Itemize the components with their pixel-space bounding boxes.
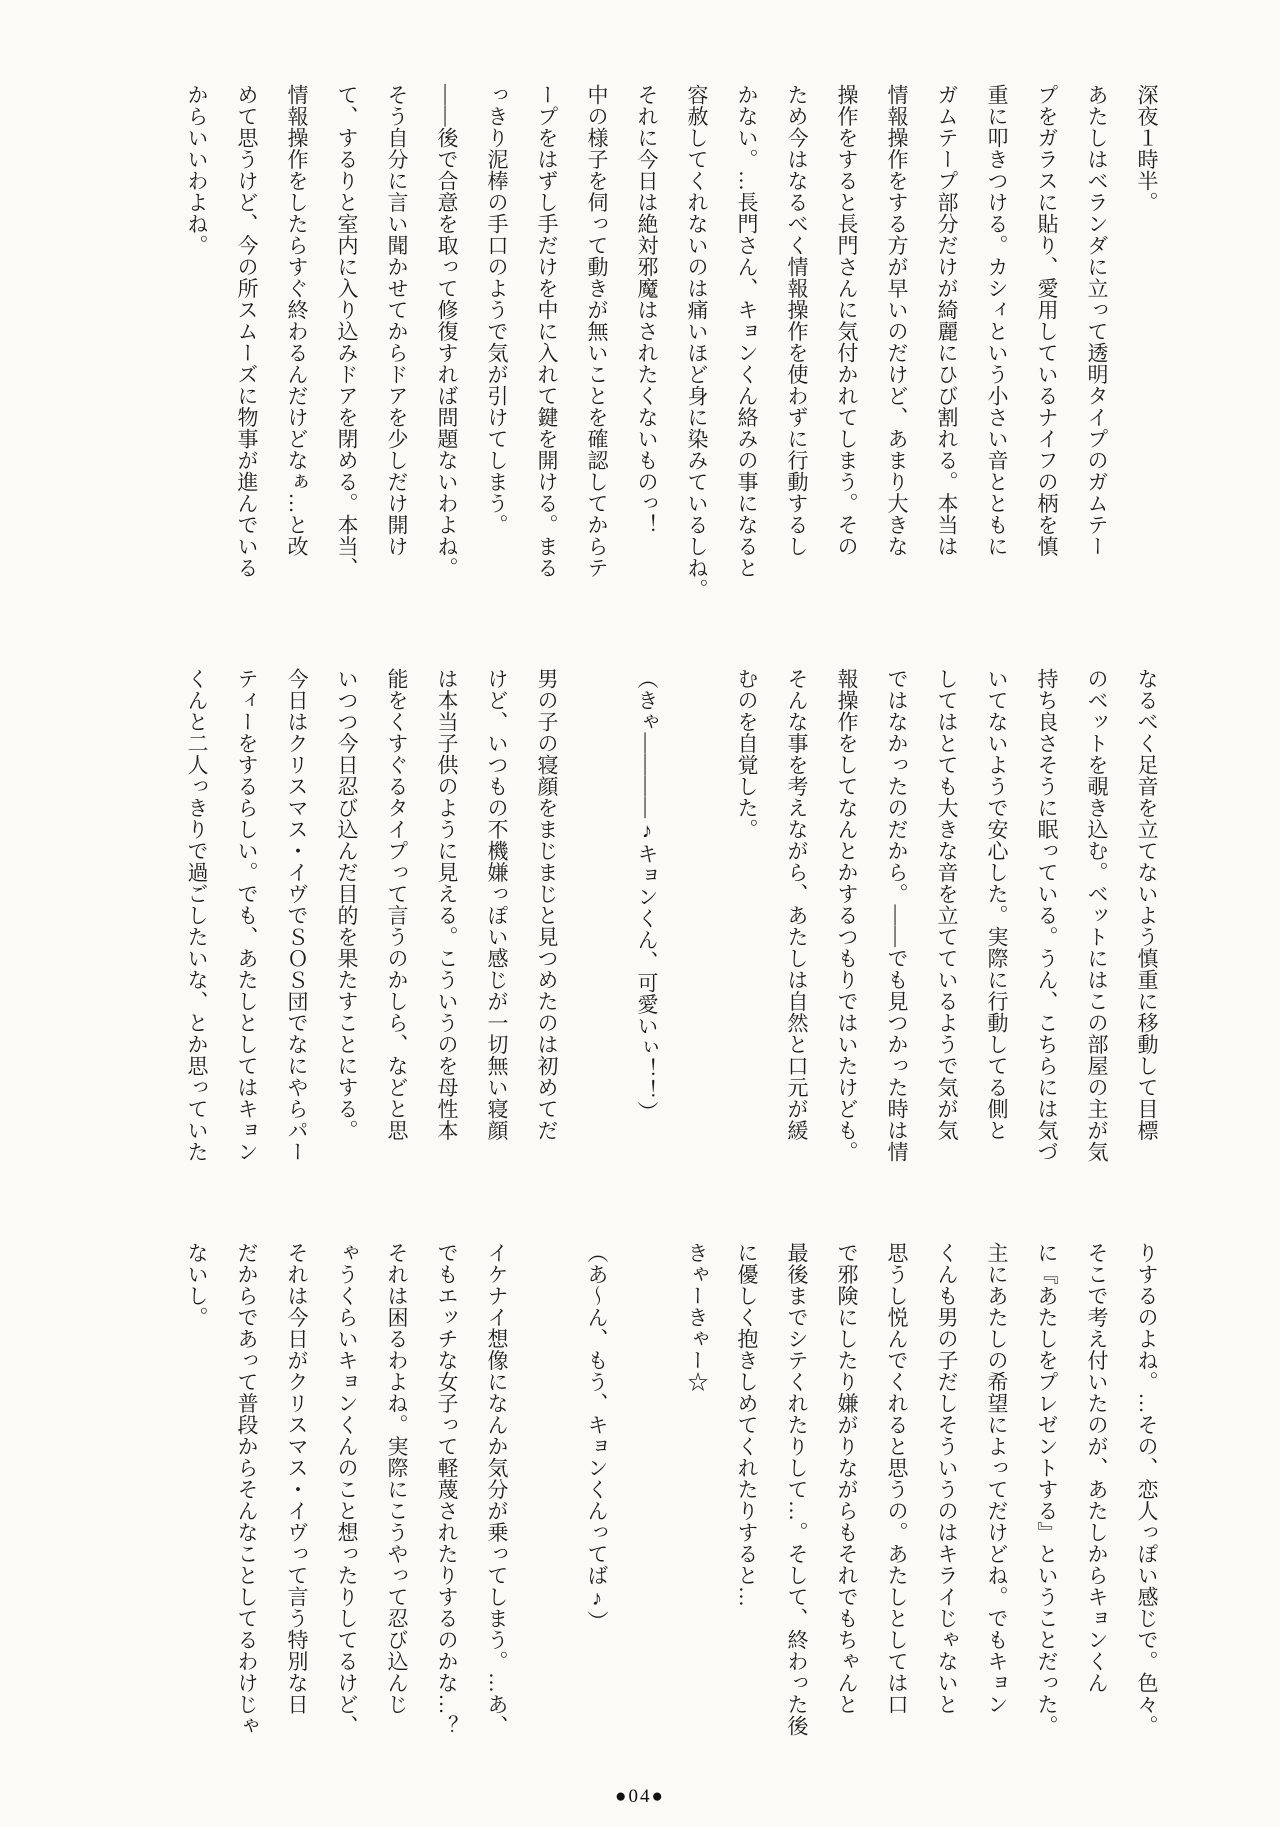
text-line: それは困るわよね。実際にこうやって忍び込んじ [385,1242,409,1715]
text-line: いてないようで安心した。実際に行動してる側と [985,668,1009,1141]
text-line [522,1242,572,1777]
text-line: でもエッチな女子って軽蔑されたりするのかな…？ [435,1242,459,1737]
text-line: そう自分に言い聞かせてからドアを少しだけ開け [385,84,409,557]
text-line: 今日はクリスマス・イヴでＳＯＳ団でなにやらパー [285,668,309,1163]
text-line: ープをはずし手だけを中に入れて鍵を開ける。まる [535,84,559,579]
text-line: ゃうくらいキョンくんのこと想ったりしてるけど、 [335,1242,359,1737]
text-line: 思うし悦んでくれると思うの。あたしとしては口 [885,1242,909,1715]
text-line: りするのよね。…その、恋人っぽい感じで。色々。 [1135,1242,1159,1737]
text-line: それに今日は絶対邪魔はされたくないものっ！ [635,84,659,536]
text-line: プをガラスに貼り、愛用しているナイフの柄を慎 [1035,84,1059,557]
text-line: に優しく抱きしめてくれたりすると… [735,1242,759,1608]
text-line: 主にあたしの希望によってだけどね。でもキョン [985,1242,1009,1715]
text-line: 最後までシテくれたりして…。そして、終わった後 [785,1242,809,1737]
text-line: してはとても大きな音を立てているようで気が気 [935,668,959,1141]
text-line: からいいわよね。 [185,84,209,256]
text-line: （あ〜ん、もう、キョンくんってば♪） [585,1242,609,1632]
text-line: 男の子の寝顔をまじまじと見つめたのは初めてだ [535,668,559,1141]
text-line: 能をくすぐるタイプって言うのかしら、などと思 [385,668,409,1141]
text-line: いつつ今日忍び込んだ目的を果たすことにする。 [335,668,359,1141]
text-line: ティーをするらしい。でも、あたしとしてはキョン [235,668,259,1163]
text-line: なるべく足音を立てないよう慎重に移動して目標 [1135,668,1159,1141]
paragraph-block-3 [172,1242,1172,1777]
text-line: かない。…長門さん、キョンくん絡みの事になると [735,84,759,579]
text-line: 報操作をしてなんとかするつもりではいたけども。 [835,668,859,1163]
text-line: 深夜１時半。 [1135,84,1159,213]
text-line: めて思うけど、今の所スムーズに物事が進んでいる [235,84,259,579]
text-line: ないし。 [185,1242,209,1328]
text-line: そこで考え付いたのが、あたしからキョンくん [1085,1242,1109,1694]
text-line: 容赦してくれないのは痛いほど身に染みているしね。 [685,84,709,600]
text-line: 重に叩きつける。カシィという小さい音とともに [985,84,1009,557]
text-line: 情報操作をしたらすぐ終わるんだけどなぁ…と改 [285,84,309,557]
text-line: 中の様子を伺って動きが無いことを確認してからテ [585,84,609,579]
text-line: 情報操作をする方が早いのだけど、あまり大きな [885,84,909,557]
text-line: て、するりと室内に入り込みドアを閉める。本当、 [335,84,359,579]
text-line: きゃーきゃー☆ [685,1242,709,1393]
text-line: ――後で合意を取って修復すれば問題ないわよね。 [435,84,459,579]
text-line [622,1242,672,1777]
text-line: くんと二人っきりで過ごしたいな、とか思っていた [185,668,209,1163]
text-line: あたしはベランダに立って透明タイプのガムテー [1085,84,1109,557]
text-line: だからであって普段からそんなことしてるわけじゃ [235,1242,259,1737]
text-line: くんも男の子だしそういうのはキライじゃないと [935,1242,959,1715]
text-line: は本当子供のように見える。こういうのを母性本 [435,668,459,1141]
text-line: そんな事を考えながら、あたしは自然と口元が緩 [785,668,809,1141]
text-line [672,668,722,1183]
text-line: ガムテープ部分だけが綺麗にひび割れる。本当は [935,84,959,557]
text-line: で邪険にしたり嫌がりながらもそれでもちゃんと [835,1242,859,1715]
text-line: （きゃ――――♪キョンくん、可愛いぃ！！） [635,668,659,1123]
text-line: っきり泥棒の手口のようで気が引けてしまう。 [485,84,509,536]
text-line: ではなかったのだから。――でも見つかった時は情 [885,668,909,1163]
text-line: けど、いつもの不機嫌っぽい感じが一切無い寝顔 [485,668,509,1141]
text-line: ため今はなるべく情報操作を使わずに行動するし [785,84,809,557]
text-line: イケナイ想像になんか気分が乗ってしまう。…あ、 [485,1242,509,1737]
text-line: のベットを覗き込む。ベットにはこの部屋の主が気 [1085,668,1109,1163]
page-number: ●04● [615,1786,665,1807]
text-line: 持ち良さそうに眠っている。うん、こちらには気づ [1035,668,1059,1163]
text-line: 操作をすると長門さんに気付かれてしまう。その [835,84,859,557]
text-line [572,668,622,1183]
paragraph-block-1 [172,84,1172,619]
text-line: に『あたしをプレゼントする』ということだった。 [1035,1242,1059,1737]
text-line: それは今日がクリスマス・イヴって言う特別な日 [285,1242,309,1715]
paragraph-block-2 [172,668,1172,1183]
text-line: むのを自覚した。 [735,668,759,840]
